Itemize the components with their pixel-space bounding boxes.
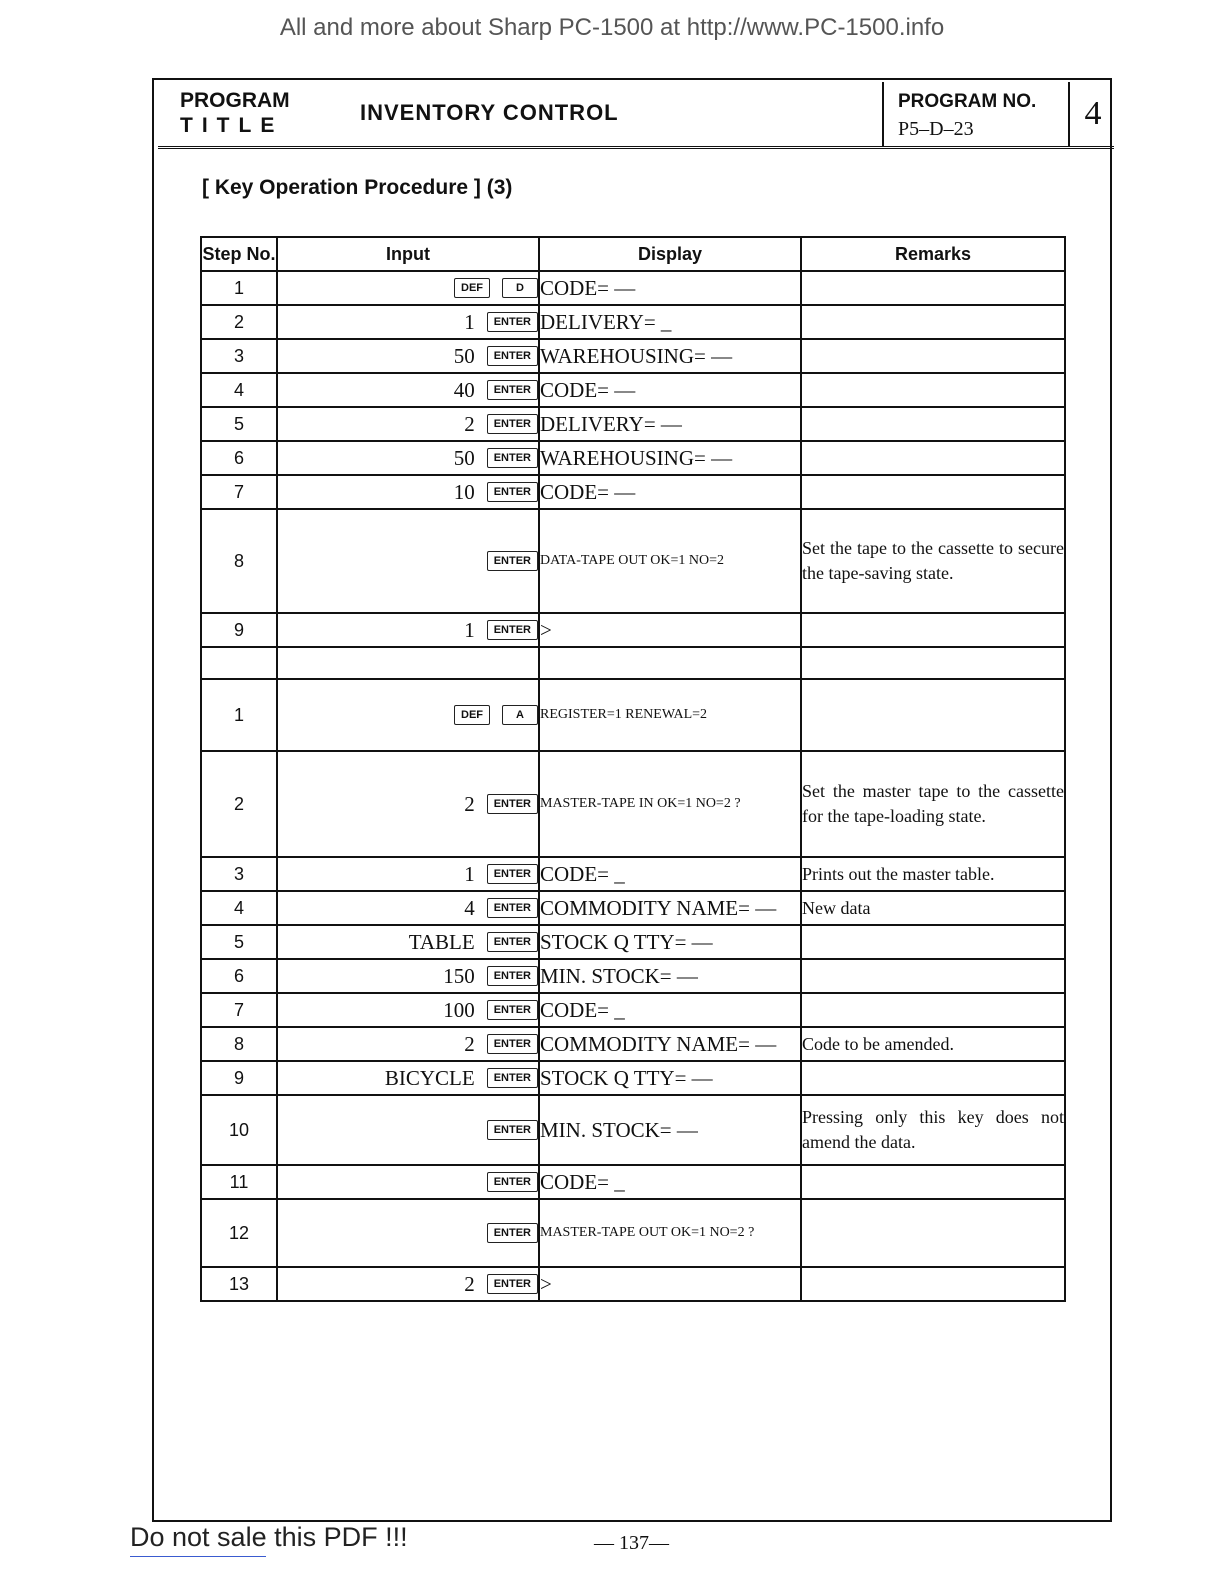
step-number: 6 — [201, 441, 277, 475]
table-row — [201, 959, 1065, 993]
display-text: CODE= — — [539, 373, 801, 407]
input-cell — [277, 679, 539, 751]
remarks-text — [801, 1199, 1065, 1267]
key-def-keycap: DEF — [454, 278, 490, 298]
program-number-label: PROGRAM NO. — [898, 91, 1037, 112]
table-row — [201, 339, 1065, 373]
remarks-text — [801, 679, 1065, 751]
step-number: 8 — [201, 509, 277, 613]
input-value: 2 — [464, 791, 475, 816]
remarks-text: New data — [801, 891, 1065, 925]
display-text: STOCK Q TTY= — — [539, 925, 801, 959]
section-title: [ Key Operation Procedure ] (3) — [202, 176, 513, 199]
table-break-row — [201, 647, 1065, 679]
step-number: 7 — [201, 993, 277, 1027]
break-cell — [801, 647, 1065, 679]
input-value: BICYCLE — [384, 1065, 475, 1090]
table-row — [201, 373, 1065, 407]
key-a-keycap: A — [502, 705, 538, 725]
remarks-text — [801, 271, 1065, 305]
table-row — [201, 993, 1065, 1027]
remarks-text — [801, 475, 1065, 509]
display-text: CODE= _ — [539, 1165, 801, 1199]
table-row — [201, 1165, 1065, 1199]
do-not-sell-note: Do not sale this PDF !!! — [130, 1522, 408, 1552]
input-value: 1 — [464, 617, 475, 642]
sheet-header — [158, 82, 1114, 149]
step-number: 4 — [201, 373, 277, 407]
step-number: 10 — [201, 1095, 277, 1165]
input-value: 1 — [464, 861, 475, 886]
display-text: DELIVERY= _ — [539, 305, 801, 339]
display-text: COMMODITY NAME= — — [539, 1027, 801, 1061]
note-underline — [130, 1556, 266, 1557]
step-number: 11 — [201, 1165, 277, 1199]
table-row — [201, 751, 1065, 857]
input-value: 10 — [453, 479, 475, 504]
step-number: 9 — [201, 1061, 277, 1095]
key-enter-keycap: ENTER — [487, 620, 538, 640]
input-cell — [277, 1095, 539, 1165]
input-cell — [277, 1165, 539, 1199]
display-text: > — [539, 1267, 801, 1301]
remarks-text: Code to be amended. — [801, 1027, 1065, 1061]
remarks-text: Prints out the master table. — [801, 857, 1065, 891]
input-cell — [277, 407, 539, 441]
source-banner: All and more about Sharp PC-1500 at http://www.PC-1500.info — [279, 14, 945, 41]
display-text: DELIVERY= — — [539, 407, 801, 441]
step-number: 6 — [201, 959, 277, 993]
display-text: MIN. STOCK= — — [539, 959, 801, 993]
step-number: 5 — [201, 407, 277, 441]
input-cell — [277, 305, 539, 339]
input-value: 2 — [464, 1031, 475, 1056]
remarks-text — [801, 441, 1065, 475]
program-number: P5–D–23 — [898, 118, 974, 140]
display-text: COMMODITY NAME= — — [539, 891, 801, 925]
input-cell — [277, 857, 539, 891]
program-title-label-line2: TITLE — [180, 114, 284, 137]
remarks-text — [801, 1267, 1065, 1301]
remarks-text — [801, 305, 1065, 339]
table-row — [201, 407, 1065, 441]
remarks-text — [801, 993, 1065, 1027]
remarks-text — [801, 1061, 1065, 1095]
table-row — [201, 857, 1065, 891]
key-enter-keycap: ENTER — [487, 898, 538, 918]
step-number: 5 — [201, 925, 277, 959]
input-cell — [277, 925, 539, 959]
key-enter-keycap: ENTER — [487, 1172, 538, 1192]
break-cell — [539, 647, 801, 679]
display-text: CODE= _ — [539, 857, 801, 891]
input-cell — [277, 891, 539, 925]
key-enter-keycap: ENTER — [487, 1000, 538, 1020]
input-cell — [277, 475, 539, 509]
input-cell — [277, 509, 539, 613]
display-text: > — [539, 613, 801, 647]
step-number: 12 — [201, 1199, 277, 1267]
display-text: MASTER-TAPE OUT OK=1 NO=2 ? — [539, 1199, 801, 1267]
key-enter-keycap: ENTER — [487, 380, 538, 400]
step-number: 3 — [201, 339, 277, 373]
input-cell — [277, 441, 539, 475]
remarks-text — [801, 373, 1065, 407]
table-row — [201, 891, 1065, 925]
display-text: CODE= _ — [539, 993, 801, 1027]
program-title-label-line1: PROGRAM — [180, 89, 290, 112]
key-enter-keycap: ENTER — [487, 482, 538, 502]
break-cell — [201, 647, 277, 679]
display-text: CODE= — — [539, 475, 801, 509]
input-cell — [277, 271, 539, 305]
input-cell — [277, 613, 539, 647]
step-number: 1 — [201, 679, 277, 751]
program-title-label — [180, 88, 290, 138]
remarks-text — [801, 925, 1065, 959]
step-number: 7 — [201, 475, 277, 509]
step-number: 4 — [201, 891, 277, 925]
key-operation-table — [200, 236, 1066, 1302]
key-enter-keycap: ENTER — [487, 794, 538, 814]
input-cell — [277, 1199, 539, 1267]
remarks-text: Set the master tape to the cassette for the tape-loading state. — [801, 751, 1065, 857]
table-row — [201, 1095, 1065, 1165]
key-enter-keycap: ENTER — [487, 448, 538, 468]
table-row — [201, 679, 1065, 751]
table-row — [201, 925, 1065, 959]
display-text: CODE= — — [539, 271, 801, 305]
input-cell — [277, 1027, 539, 1061]
page-number: — 137— — [594, 1532, 669, 1554]
program-sheet-frame — [152, 78, 1112, 1522]
key-enter-keycap: ENTER — [487, 1068, 538, 1088]
table-row — [201, 509, 1065, 613]
key-enter-keycap: ENTER — [487, 932, 538, 952]
input-cell — [277, 339, 539, 373]
break-cell — [277, 647, 539, 679]
table-row — [201, 1199, 1065, 1267]
table-row — [201, 613, 1065, 647]
key-enter-keycap: ENTER — [487, 864, 538, 884]
display-text: REGISTER=1 RENEWAL=2 — [539, 679, 801, 751]
input-cell — [277, 1267, 539, 1301]
remarks-text: Set the tape to the cassette to secure the tape-saving state. — [801, 509, 1065, 613]
display-text: MASTER-TAPE IN OK=1 NO=2 ? — [539, 751, 801, 857]
header-display: Display — [539, 237, 801, 271]
step-number: 9 — [201, 613, 277, 647]
remarks-text — [801, 1165, 1065, 1199]
key-enter-keycap: ENTER — [487, 346, 538, 366]
display-text: STOCK Q TTY= — — [539, 1061, 801, 1095]
remarks-text: Pressing only this key does not amend the data. — [801, 1095, 1065, 1165]
key-enter-keycap: ENTER — [487, 1120, 538, 1140]
key-enter-keycap: ENTER — [487, 551, 538, 571]
table-header-row — [201, 237, 1065, 271]
input-value: 2 — [464, 411, 475, 436]
input-cell — [277, 373, 539, 407]
key-enter-keycap: ENTER — [487, 1034, 538, 1054]
program-number-box — [882, 82, 1070, 146]
table-row — [201, 441, 1065, 475]
table-row — [201, 1061, 1065, 1095]
remarks-text — [801, 407, 1065, 441]
header-remarks: Remarks — [801, 237, 1065, 271]
display-text: DATA-TAPE OUT OK=1 NO=2 — [539, 509, 801, 613]
table-row — [201, 1267, 1065, 1301]
display-text: WAREHOUSING= — — [539, 441, 801, 475]
display-text: MIN. STOCK= — — [539, 1095, 801, 1165]
input-value: 100 — [443, 997, 475, 1022]
key-enter-keycap: ENTER — [487, 414, 538, 434]
step-number: 3 — [201, 857, 277, 891]
input-value: 150 — [443, 963, 475, 988]
input-cell — [277, 751, 539, 857]
sheet-number: 4 — [1068, 82, 1116, 146]
input-value: TABLE — [408, 929, 475, 954]
key-enter-keycap: ENTER — [487, 1223, 538, 1243]
program-title: INVENTORY CONTROL — [360, 100, 619, 125]
header-input: Input — [277, 237, 539, 271]
remarks-text — [801, 339, 1065, 373]
key-enter-keycap: ENTER — [487, 1274, 538, 1294]
header-step-no: Step No. — [201, 237, 277, 271]
table-row — [201, 1027, 1065, 1061]
input-value: 1 — [464, 309, 475, 334]
remarks-text — [801, 613, 1065, 647]
step-number: 13 — [201, 1267, 277, 1301]
step-number: 2 — [201, 305, 277, 339]
input-value: 4 — [464, 895, 475, 920]
table-row — [201, 271, 1065, 305]
remarks-text — [801, 959, 1065, 993]
input-value: 50 — [453, 343, 475, 368]
table-row — [201, 305, 1065, 339]
input-cell — [277, 1061, 539, 1095]
input-cell — [277, 993, 539, 1027]
step-number: 8 — [201, 1027, 277, 1061]
table-row — [201, 475, 1065, 509]
display-text: WAREHOUSING= — — [539, 339, 801, 373]
key-enter-keycap: ENTER — [487, 312, 538, 332]
input-value: 40 — [453, 377, 475, 402]
step-number: 1 — [201, 271, 277, 305]
key-enter-keycap: ENTER — [487, 966, 538, 986]
key-def-keycap: DEF — [454, 705, 490, 725]
input-value: 2 — [464, 1271, 475, 1296]
key-d-keycap: D — [502, 278, 538, 298]
step-number: 2 — [201, 751, 277, 857]
input-value: 50 — [453, 445, 475, 470]
input-cell — [277, 959, 539, 993]
